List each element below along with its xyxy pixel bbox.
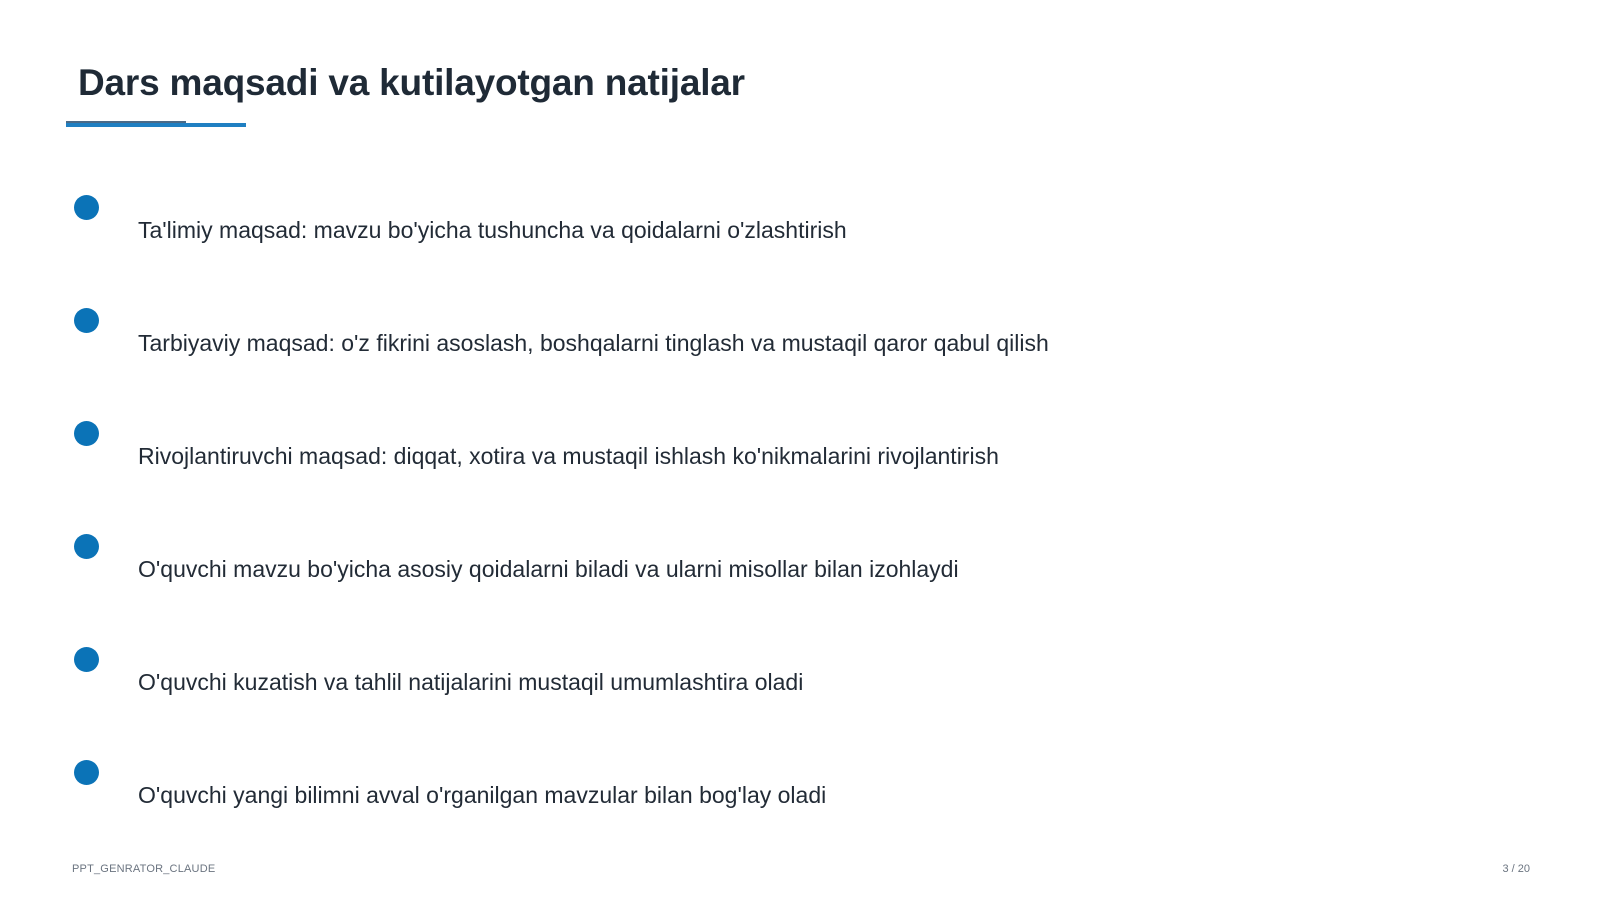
list-item: [0, 421, 1600, 501]
bullet-text: O'quvchi kuzatish va tahlil natijalarini mustaqil umumlashtira oladi: [138, 669, 804, 695]
bullet-dot-icon: [74, 760, 99, 785]
bullet-text: Rivojlantiruvchi maqsad: diqqat, xotira va mustaqil ishlash ko'nikmalarini rivojlantirish: [138, 443, 999, 469]
bullet-text: Ta'limiy maqsad: mavzu bo'yicha tushuncha va qoidalarni o'zlashtirish: [138, 217, 847, 243]
bullet-text: Tarbiyaviy maqsad: o'z fikrini asoslash, boshqalarni tinglash va mustaqil qaror qabul qilish: [138, 330, 1049, 356]
list-item: [0, 647, 1600, 727]
list-item: [0, 308, 1600, 388]
bullet-dot-icon: [74, 647, 99, 672]
list-item: [0, 195, 1600, 275]
bullet-dot-icon: [74, 195, 99, 220]
bullet-dot-icon: [74, 534, 99, 559]
bullet-dot-icon: [74, 421, 99, 446]
footer-source-label: PPT_GENRATOR_CLAUDE: [72, 863, 216, 875]
list-item: [0, 534, 1600, 614]
bullet-text: O'quvchi yangi bilimni avval o'rganilgan mavzular bilan bog'lay oladi: [138, 782, 827, 808]
bullet-text: O'quvchi mavzu bo'yicha asosiy qoidalarni biladi va ularni misollar bilan izohlaydi: [138, 556, 959, 582]
list-item: [0, 760, 1600, 840]
page-number: 3 / 20: [1502, 863, 1530, 875]
bullet-dot-icon: [74, 308, 99, 333]
slide-title: Dars maqsadi va kutilayotgan natijalar: [78, 62, 745, 103]
